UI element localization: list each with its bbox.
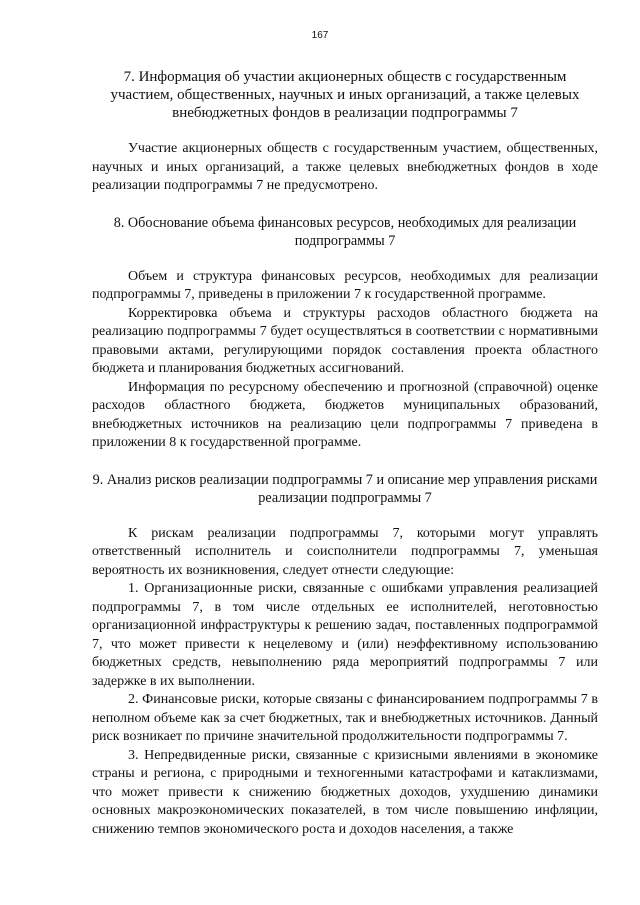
section-9-paragraph: 3. Непредвиденные риски, связанные с кризисными явлениями в экономике страны и региона, с природными и техногенными катастрофами и катаклизмами, что может привести к снижению бюджетных доходов, ухудшению динамики основных макроэкономических показателей, в том числе повышению инфляции, снижению темпов экономического роста и доходов населения, а также [92,747,598,837]
page-number: 167 [311,30,329,41]
section-8-paragraph: Объем и структура финансовых ресурсов, необходимых для реализации подпрограммы 7, приведены в приложении 7 к государственной программе. [92,268,598,302]
section-9-paragraph: К рискам реализации подпрограммы 7, которыми могут управлять ответственный исполнитель и соисполнители подпрограммы 7, уменьшая вероятность их возникновения, следует отнести следующие: [92,525,598,578]
section-8-paragraph: Корректировка объема и структуры расходов областного бюджета на реализацию подпрограммы 7 будет осуществляться в соответствии с нормативными правовыми актами, регулирующими порядок составления проекта областного бюджета и планирования бюджетных ассигнований. [92,305,598,376]
document-body [92,68,598,839]
section-7-heading: 7. Информация об участии акционерных обществ с государственным участием, общественных, научных и иных организаций, а также целевых внебюджетных фондов в реализации подпрограммы 7 [110,69,580,121]
section-9-paragraph: 1. Организационные риски, связанные с ошибками управления реализацией подпрограммы 7, в том числе отдельных ее исполнителей, неготовностью организационной инфраструктуры к решению задач, поставленных подпрограммой 7, что может привести к нецелевому и (или) неэффективному использованию бюджетных средств, невыполнению ряда мероприятий подпрограммы 7 или задержке в их выполнении. [92,581,598,689]
section-9-heading: 9. Анализ рисков реализации подпрограммы 7 и описание мер управления рисками реализации подпрограммы 7 [92,471,598,506]
section-9-paragraph: 2. Финансовые риски, которые связаны с финансированием подпрограммы 7 в неполном объеме как за счет бюджетных, так и внебюджетных источников. Данный риск возникает по причине значительной продолжительности подпрограммы 7. [92,692,598,744]
section-8-heading: 8. Обоснование объема финансовых ресурсов, необходимых для реализации подпрограммы 7 [113,214,577,249]
section-8-paragraph: Информация по ресурсному обеспечению и прогнозной (справочной) оценке расходов областного бюджета, бюджетов муниципальных образований, внебюджетных источников на реализацию цели подпрограммы 7 приведена в приложении 8 к государственной программе. [92,379,598,450]
section-7-paragraph: Участие акционерных обществ с государственным участием, общественных, научных и иных организаций, а также целевых внебюджетных фондов в ходе реализации подпрограммы 7 не предусмотрено. [92,141,598,193]
